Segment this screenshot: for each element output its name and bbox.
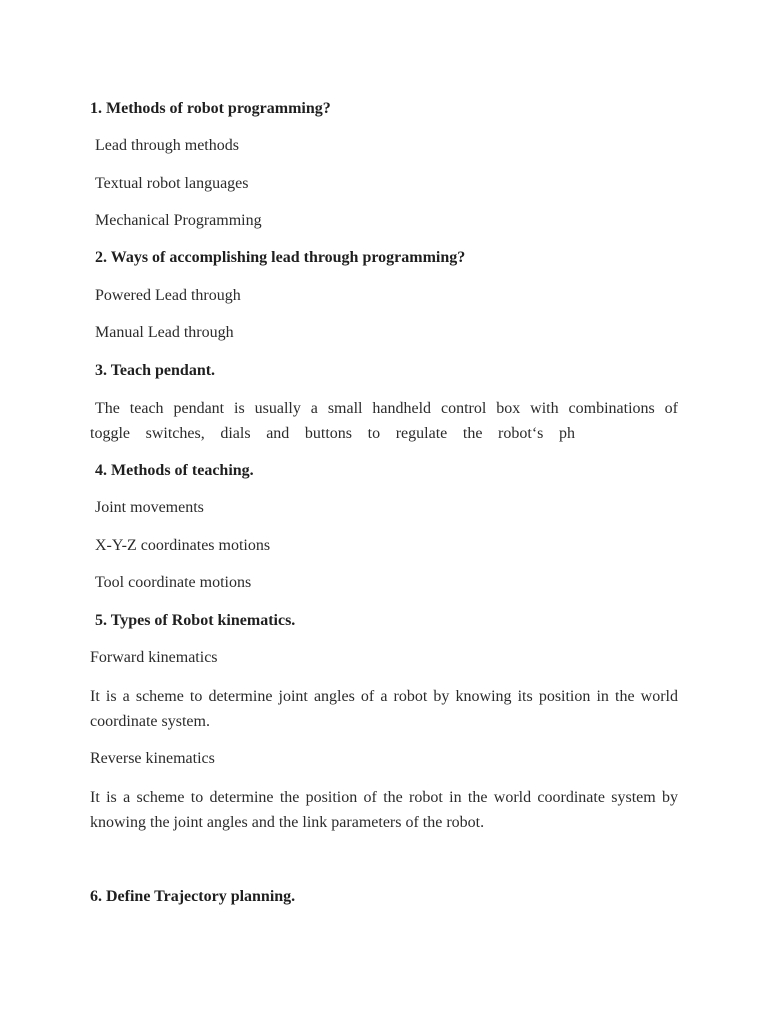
question-2-heading: 2. Ways of accomplishing lead through programming? (95, 249, 466, 266)
question-3-heading: 3. Teach pendant. (95, 362, 216, 379)
question-4-heading: 4. Methods of teaching. (95, 462, 254, 479)
question-4-item: Joint movements (95, 499, 204, 516)
question-6-heading: 6. Define Trajectory planning. (90, 888, 296, 905)
forward-kinematics-label: Forward kinematics (90, 649, 218, 666)
question-2-item: Manual Lead through (95, 324, 234, 341)
question-2-item: Powered Lead through (95, 287, 241, 304)
reverse-kinematics-text: It is a scheme to determine the position of the robot in the world coordinate system by knowing the joint angles and the link parameters of the robot. (90, 789, 678, 831)
question-4-item: X-Y-Z coordinates motions (95, 537, 271, 554)
question-1-item: Textual robot languages (95, 175, 249, 192)
question-3-text (90, 396, 678, 421)
forward-kinematics-text: It is a scheme to determine joint angles of a robot by knowing its position in the world coordinate system. (90, 688, 678, 730)
question-1-item: Mechanical Programming (95, 212, 262, 229)
question-4-item: Tool coordinate motions (95, 574, 252, 591)
question-1-heading: 1. Methods of robot programming? (90, 100, 331, 117)
question-1-item: Lead through methods (95, 137, 239, 154)
question-3-text-line1: The teach pendant is usually a small handheld control box with combinations of (95, 400, 678, 417)
question-5-heading: 5. Types of Robot kinematics. (95, 612, 296, 629)
question-3-text-line2: toggle switches, dials and buttons to regulate the robot‘s ph (90, 425, 575, 442)
reverse-kinematics-label: Reverse kinematics (90, 750, 215, 767)
